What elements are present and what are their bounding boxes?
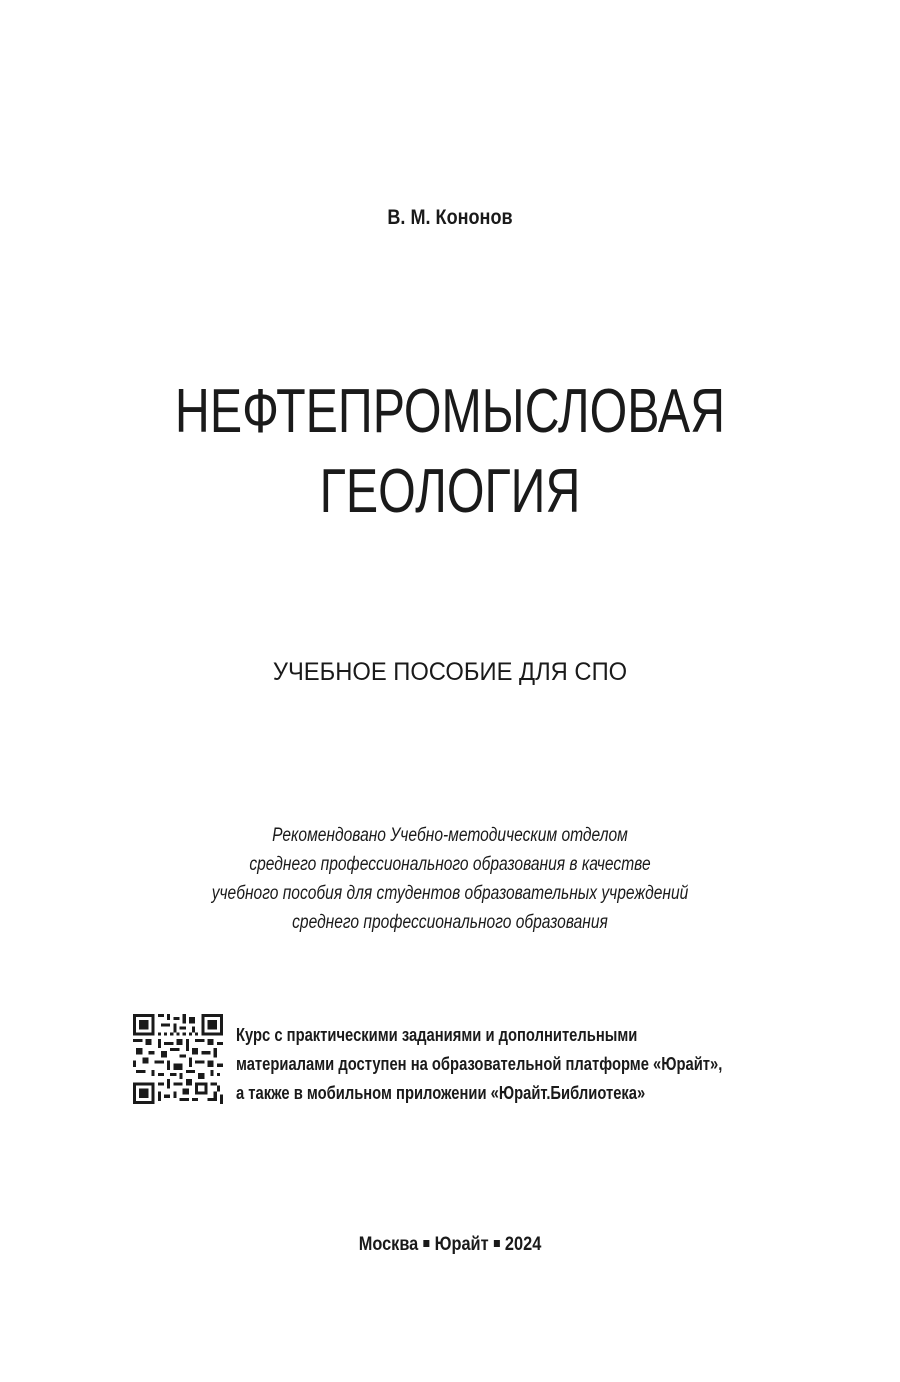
square-bullet-icon [494,1240,500,1247]
square-bullet-icon [423,1240,429,1247]
book-title-line-2: ГЕОЛОГИЯ [319,457,581,526]
course-note-line: а также в мобильном приложении «Юрайт.Библиотека» [236,1083,646,1103]
course-note-line: Курс с практическими заданиями и дополнительными [236,1025,638,1045]
recommendation-line: Рекомендовано Учебно-методическим отделом [272,825,628,846]
imprint-year: 2024 [504,1234,542,1255]
recommendation-line: среднего профессионального образования [292,912,608,933]
recommendation-line: учебного пособия для студентов образовательных учреждений [211,883,689,904]
imprint-city: Москва [358,1234,419,1255]
book-title-line-1: НЕФТЕПРОМЫСЛОВАЯ [174,377,726,446]
course-note-line: материалами доступен на образовательной платформе «Юрайт», [236,1054,723,1074]
qr-code-icon[interactable] [133,1014,223,1104]
course-note [236,1021,856,1108]
author-name: В. М. Кононов [387,206,513,229]
book-subtitle: УЧЕБНОЕ ПОСОБИЕ ДЛЯ СПО [272,658,628,686]
imprint-line [63,1234,837,1256]
recommendation-block [0,821,900,937]
imprint-publisher: Юрайт [434,1234,489,1255]
recommendation-line: среднего профессионального образования в качестве [249,854,651,875]
